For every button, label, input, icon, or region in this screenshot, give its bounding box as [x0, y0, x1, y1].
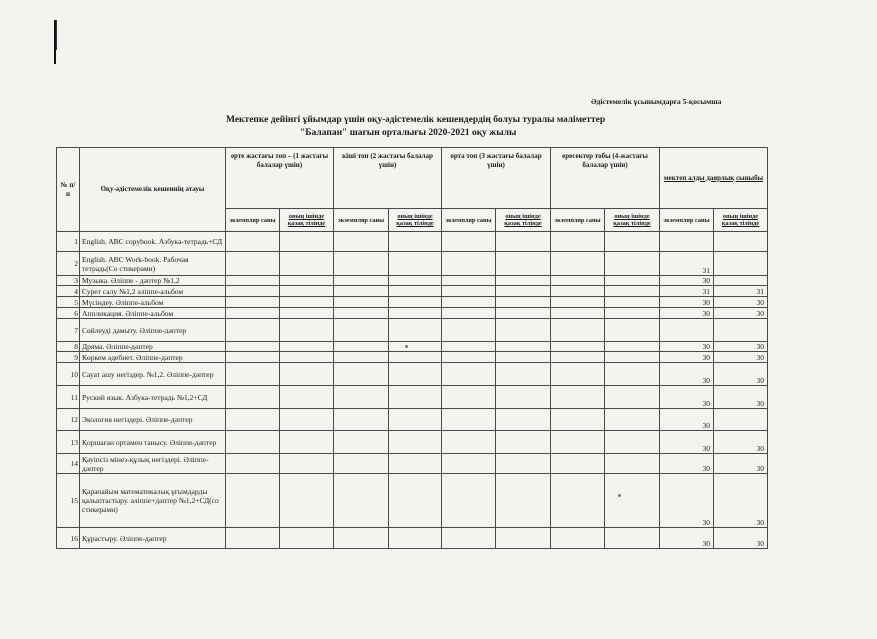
row-name: Руский язык. Азбука-тетрадь №1,2+СД	[80, 386, 226, 409]
empty-cell	[605, 431, 660, 454]
row-number: 6	[57, 308, 80, 319]
cell-kazakh: 30	[714, 454, 768, 474]
header-group-1: ерте жастағы топ – (1 жастағы балалар үшін)	[226, 148, 334, 209]
row-name: Қоршаған ортамен танысу. Әліппе-дәптер	[80, 431, 226, 454]
empty-cell	[605, 232, 660, 252]
cell-count: 30	[660, 308, 714, 319]
subheader-kazakh: оның ішінде қазақ тілінде	[280, 209, 334, 232]
empty-cell	[389, 528, 442, 549]
scan-mark	[56, 20, 57, 50]
subheader-kazakh: оның ішінде қазақ тілінде	[496, 209, 551, 232]
empty-cell	[334, 319, 389, 342]
empty-cell	[389, 363, 442, 386]
empty-cell	[226, 474, 280, 528]
table-row	[57, 319, 768, 342]
empty-cell	[226, 342, 280, 352]
cell-count: 31	[660, 286, 714, 297]
empty-cell	[605, 528, 660, 549]
table-row	[57, 342, 768, 352]
row-name: Аппликация. Әліппе-альбом	[80, 308, 226, 319]
empty-cell	[551, 431, 605, 454]
empty-cell	[389, 297, 442, 308]
cell-kazakh	[714, 232, 768, 252]
cell-kazakh: 31	[714, 286, 768, 297]
empty-cell	[280, 276, 334, 286]
subheader-kazakh: оның ішінде қазақ тілінде	[389, 209, 442, 232]
empty-cell	[280, 352, 334, 363]
row-number: 13	[57, 431, 80, 454]
row-number: 8	[57, 342, 80, 352]
empty-cell	[389, 386, 442, 409]
cell-count: 30	[660, 342, 714, 352]
row-name: English. ABC Work-book. Рабочая тетрадь(Со стикерами)	[80, 252, 226, 276]
empty-cell	[496, 363, 551, 386]
empty-cell	[605, 352, 660, 363]
cell-kazakh: 30	[714, 308, 768, 319]
empty-cell	[496, 342, 551, 352]
empty-cell	[442, 319, 496, 342]
empty-cell	[334, 276, 389, 286]
empty-cell	[442, 252, 496, 276]
empty-cell	[226, 363, 280, 386]
empty-cell	[280, 308, 334, 319]
empty-cell	[280, 319, 334, 342]
oku-kesheni-table	[56, 147, 768, 549]
empty-cell	[496, 528, 551, 549]
empty-cell	[226, 528, 280, 549]
empty-cell	[496, 431, 551, 454]
empty-cell	[605, 363, 660, 386]
row-name: Дряма. Әліппе-дәптер	[80, 342, 226, 352]
empty-cell	[334, 308, 389, 319]
cell-kazakh: 30	[714, 474, 768, 528]
empty-cell	[389, 319, 442, 342]
empty-cell	[226, 386, 280, 409]
header-group-2: кіші топ (2 жастағы балалар үшін)	[334, 148, 442, 209]
table-row	[57, 454, 768, 474]
cell-count: 30	[660, 352, 714, 363]
cell-count: 30	[660, 528, 714, 549]
row-number: 1	[57, 232, 80, 252]
cell-count	[660, 319, 714, 342]
empty-cell	[280, 409, 334, 431]
cell-count: 30	[660, 431, 714, 454]
empty-cell	[334, 528, 389, 549]
row-number: 5	[57, 297, 80, 308]
empty-cell	[334, 474, 389, 528]
empty-cell	[551, 528, 605, 549]
row-number: 11	[57, 386, 80, 409]
empty-cell	[226, 252, 280, 276]
empty-cell	[442, 232, 496, 252]
subheader-count: экземпляр саны	[226, 209, 280, 232]
empty-cell	[442, 431, 496, 454]
empty-cell	[442, 454, 496, 474]
cell-kazakh: 30	[714, 363, 768, 386]
row-name: Құрастыру. Әліппе-дәптер	[80, 528, 226, 549]
empty-cell	[226, 319, 280, 342]
cell-count: 30	[660, 474, 714, 528]
empty-cell	[280, 454, 334, 474]
empty-cell	[442, 342, 496, 352]
row-name: English. ABC copybook. Азбука-тетрадь+СД	[80, 232, 226, 252]
cell-kazakh: 30	[714, 352, 768, 363]
row-name: Мүсіндеу. Әліппе-альбом	[80, 297, 226, 308]
empty-cell	[389, 474, 442, 528]
empty-cell	[280, 342, 334, 352]
empty-cell	[334, 232, 389, 252]
empty-cell	[551, 363, 605, 386]
empty-cell	[496, 276, 551, 286]
empty-cell	[605, 276, 660, 286]
cell-count: 30	[660, 297, 714, 308]
header-group-3: орта топ (3 жастағы балалар үшін)	[442, 148, 551, 209]
empty-cell	[442, 528, 496, 549]
empty-cell	[442, 297, 496, 308]
cell-kazakh: 30	[714, 431, 768, 454]
empty-cell	[551, 342, 605, 352]
empty-cell	[334, 386, 389, 409]
empty-cell	[334, 431, 389, 454]
row-number: 14	[57, 454, 80, 474]
empty-cell	[605, 286, 660, 297]
cell-kazakh	[714, 276, 768, 286]
table-row	[57, 232, 768, 252]
table-row	[57, 409, 768, 431]
empty-cell	[226, 232, 280, 252]
empty-cell	[226, 431, 280, 454]
empty-cell	[442, 474, 496, 528]
cell-kazakh: 30	[714, 386, 768, 409]
row-name: Сауат ашу негіздер. №1,2. Әліппе-дәптер	[80, 363, 226, 386]
row-name: Көркем әдебиет. Әліппе-дәптер	[80, 352, 226, 363]
cell-count: 31	[660, 252, 714, 276]
empty-cell	[442, 363, 496, 386]
empty-cell	[226, 409, 280, 431]
empty-cell	[334, 286, 389, 297]
empty-cell	[389, 352, 442, 363]
empty-cell	[334, 342, 389, 352]
empty-cell	[496, 454, 551, 474]
header-number: № п/п	[57, 148, 80, 232]
empty-cell	[389, 454, 442, 474]
table-row	[57, 528, 768, 549]
subheader-kazakh: оның ішінде қазақ тілінде	[605, 209, 660, 232]
empty-cell	[605, 454, 660, 474]
empty-cell	[551, 286, 605, 297]
cell-kazakh: 30	[714, 528, 768, 549]
empty-cell	[334, 297, 389, 308]
empty-cell	[551, 297, 605, 308]
table-body	[57, 232, 768, 549]
cell-count: 30	[660, 363, 714, 386]
empty-cell	[280, 363, 334, 386]
row-number: 15	[57, 474, 80, 528]
empty-cell	[389, 276, 442, 286]
header-name: Оқу-әдістемелік кешеннің атауы	[80, 148, 226, 232]
table-row	[57, 474, 768, 528]
table-row	[57, 352, 768, 363]
table-row	[57, 431, 768, 454]
empty-cell	[226, 276, 280, 286]
empty-cell	[605, 252, 660, 276]
row-name: Музыка. Әліппе - дәптер №1,2	[80, 276, 226, 286]
table-row	[57, 308, 768, 319]
subheader-kazakh: оның ішінде қазақ тілінде	[714, 209, 768, 232]
empty-cell	[551, 232, 605, 252]
cell-count: 30	[660, 409, 714, 431]
row-name: Экология негіздері. Әліппе-дәптер	[80, 409, 226, 431]
cell-kazakh	[714, 252, 768, 276]
empty-cell	[442, 386, 496, 409]
subheader-count: экземпляр саны	[551, 209, 605, 232]
empty-cell	[605, 409, 660, 431]
empty-cell	[496, 252, 551, 276]
empty-cell	[496, 297, 551, 308]
appendix-note: Әдістемелік ұсынымдарға 5-қосымша	[591, 97, 722, 106]
empty-cell	[605, 386, 660, 409]
row-number: 16	[57, 528, 80, 549]
cell-kazakh: 30	[714, 297, 768, 308]
table-row	[57, 363, 768, 386]
empty-cell	[496, 352, 551, 363]
empty-cell	[389, 308, 442, 319]
empty-cell	[334, 352, 389, 363]
row-name: Қарапайым математикалық ұғымдарды қалыптастыру. әліппе+дәптер №1,2+СД(со стикерами)	[80, 474, 226, 528]
table-row	[57, 386, 768, 409]
table-container	[56, 147, 768, 549]
empty-cell	[551, 409, 605, 431]
cell-kazakh	[714, 319, 768, 342]
empty-cell	[442, 286, 496, 297]
subheader-count: экземпляр саны	[334, 209, 389, 232]
empty-cell	[496, 386, 551, 409]
empty-cell	[605, 319, 660, 342]
subheader-count: экземпляр саны	[660, 209, 714, 232]
empty-cell	[605, 297, 660, 308]
empty-cell	[280, 528, 334, 549]
row-name: Сурет салу №1,2 әліппе-альбом	[80, 286, 226, 297]
empty-cell	[280, 386, 334, 409]
table-row	[57, 252, 768, 276]
empty-cell	[226, 308, 280, 319]
table-row	[57, 276, 768, 286]
empty-cell	[496, 409, 551, 431]
empty-cell	[389, 286, 442, 297]
empty-cell	[226, 286, 280, 297]
empty-cell	[496, 319, 551, 342]
row-number: 12	[57, 409, 80, 431]
empty-cell	[389, 409, 442, 431]
empty-cell	[389, 431, 442, 454]
empty-cell	[280, 431, 334, 454]
empty-cell	[334, 363, 389, 386]
empty-cell	[334, 409, 389, 431]
empty-cell	[280, 297, 334, 308]
empty-cell	[280, 286, 334, 297]
header-group-5: мектеп алды даярлық сыныбы	[660, 148, 768, 209]
empty-cell	[551, 308, 605, 319]
row-number: 9	[57, 352, 80, 363]
cell-kazakh: 30	[714, 342, 768, 352]
table-row	[57, 297, 768, 308]
empty-cell	[226, 454, 280, 474]
empty-cell	[334, 252, 389, 276]
row-name: Сөйлеуді дамыту. Әліппе-дәптер	[80, 319, 226, 342]
empty-cell	[226, 352, 280, 363]
empty-cell	[551, 386, 605, 409]
header-group-4: ересектер тобы (4-жастағы балалар үшін)	[551, 148, 660, 209]
empty-cell	[551, 319, 605, 342]
empty-cell	[496, 308, 551, 319]
cell-count	[660, 232, 714, 252]
empty-cell	[226, 297, 280, 308]
subheader-count: экземпляр саны	[442, 209, 496, 232]
empty-cell	[551, 276, 605, 286]
empty-cell	[389, 252, 442, 276]
empty-cell	[334, 454, 389, 474]
document-title: Мектепке дейінгі ұйымдар үшін оқу-әдістемелік кешендердің болуы туралы мәліметтер	[226, 115, 606, 125]
empty-cell	[496, 474, 551, 528]
cell-count: 30	[660, 276, 714, 286]
empty-cell	[605, 308, 660, 319]
row-number: 7	[57, 319, 80, 342]
row-name: Қауіпсіз мінез-құлық негіздері. Әліппе-дәптер	[80, 454, 226, 474]
empty-cell	[496, 232, 551, 252]
empty-cell	[280, 474, 334, 528]
empty-cell	[551, 252, 605, 276]
empty-cell	[442, 308, 496, 319]
empty-cell	[605, 474, 660, 528]
row-number: 4	[57, 286, 80, 297]
row-number: 10	[57, 363, 80, 386]
empty-cell	[280, 252, 334, 276]
row-number: 3	[57, 276, 80, 286]
row-number: 2	[57, 252, 80, 276]
table-row	[57, 286, 768, 297]
empty-cell	[551, 454, 605, 474]
cell-kazakh	[714, 409, 768, 431]
empty-cell	[605, 342, 660, 352]
cell-count: 30	[660, 386, 714, 409]
empty-cell	[442, 409, 496, 431]
empty-cell	[389, 342, 442, 352]
cell-count: 30	[660, 454, 714, 474]
empty-cell	[389, 232, 442, 252]
empty-cell	[442, 352, 496, 363]
empty-cell	[442, 276, 496, 286]
empty-cell	[551, 352, 605, 363]
empty-cell	[551, 474, 605, 528]
empty-cell	[496, 286, 551, 297]
empty-cell	[280, 232, 334, 252]
document-subtitle: "Балапан" шағын орталығы 2020-2021 оқу жылы	[300, 128, 517, 138]
